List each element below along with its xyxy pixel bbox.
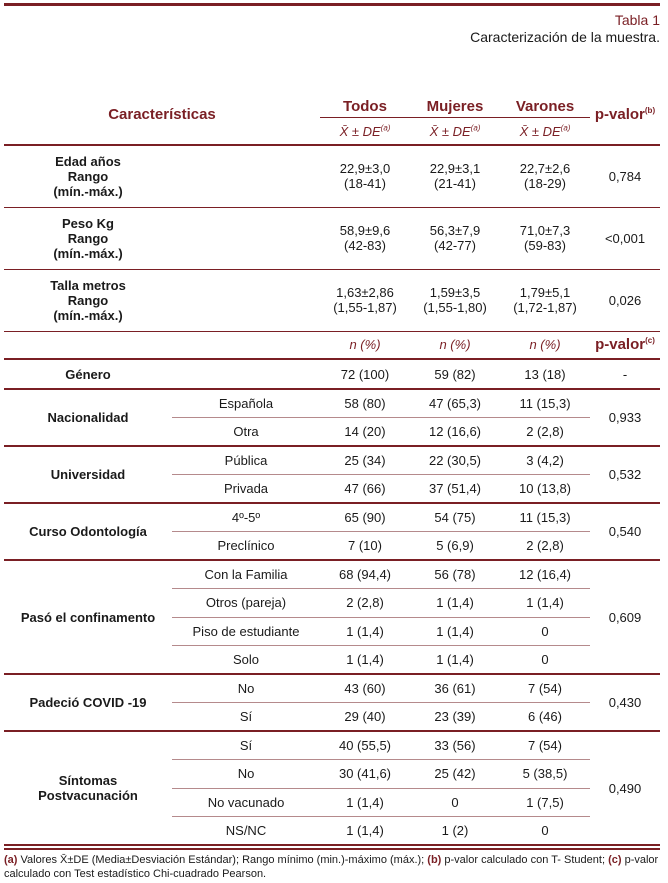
- value: 1,63±2,86: [336, 285, 394, 300]
- p-value: 0,026: [608, 292, 642, 308]
- cell-varones: [500, 503, 590, 532]
- header-pvalor-sup-2: (c): [645, 336, 655, 346]
- value: 25 (34): [344, 453, 386, 468]
- cell-pvalue: [590, 145, 660, 207]
- cell-pvalue: [590, 503, 660, 560]
- category-cell: [172, 475, 320, 504]
- value: 2 (2,8): [346, 595, 384, 611]
- cell-pvalue: [590, 389, 660, 446]
- range: (18-41): [344, 176, 386, 192]
- cell-todos: [320, 446, 410, 475]
- cell-todos: [320, 389, 410, 418]
- value: 7 (54): [528, 738, 562, 753]
- cell-pvalue: [590, 269, 660, 331]
- cell-todos: [320, 760, 410, 789]
- value: 7 (10): [348, 538, 382, 553]
- group-label-cell: [4, 503, 172, 560]
- cell-todos: [320, 788, 410, 817]
- header-mujeres: Mujeres: [426, 98, 484, 115]
- top-rule: [4, 3, 660, 6]
- mean-label: X̄ ± DE: [429, 123, 471, 139]
- empty-cell: [172, 207, 320, 269]
- value: 37 (51,4): [428, 481, 482, 496]
- value: 71,0±7,3: [519, 223, 571, 238]
- header-pvalor-cell: [590, 84, 660, 145]
- value: 1 (1,4): [346, 652, 384, 667]
- header-todos: Todos: [343, 98, 387, 115]
- cell-todos: [320, 703, 410, 732]
- category-label: Otros (pareja): [205, 595, 287, 611]
- cell-varones: [500, 475, 590, 504]
- category-label: 4º-5º: [231, 510, 261, 525]
- npct-label: n (%): [439, 337, 471, 353]
- cell-varones: [500, 145, 590, 207]
- value: 58,9±9,6: [339, 223, 391, 238]
- cell-todos: [320, 475, 410, 504]
- value: 43 (60): [344, 681, 386, 696]
- value: 22 (30,5): [428, 453, 482, 468]
- value: 11 (15,3): [519, 510, 571, 525]
- p-value: 0,532: [608, 467, 642, 482]
- cell-varones: [500, 646, 590, 675]
- category-cell: [172, 389, 320, 418]
- value: 22,7±2,6: [519, 161, 571, 177]
- value: 3 (4,2): [526, 453, 564, 468]
- cell-mujeres: [410, 788, 500, 817]
- mean-label: X̄ ± DE: [339, 123, 381, 139]
- cell-pvalue: [590, 207, 660, 269]
- cell-mujeres: [410, 760, 500, 789]
- cell-varones: [500, 788, 590, 817]
- category-cell: [172, 646, 320, 675]
- value: 14 (20): [344, 424, 386, 439]
- value: 2 (2,8): [526, 424, 564, 439]
- cell-mujeres: [410, 389, 500, 418]
- footnote-c-text: p-valor calculado con Test estadístico Chi-cuadrado Pearson.: [4, 854, 659, 880]
- category-cell: [172, 674, 320, 703]
- cell-mujeres: [410, 418, 500, 447]
- cell-mujeres: [410, 269, 500, 331]
- value: 25 (42): [434, 766, 476, 782]
- category-cell: [172, 788, 320, 817]
- cell-varones: [500, 207, 590, 269]
- cell-mujeres: [410, 646, 500, 675]
- cell-varones: [500, 760, 590, 789]
- header-caracteristicas-cell: [4, 84, 320, 145]
- p-value: 0,430: [608, 695, 642, 710]
- group-label: Curso Odontología: [29, 524, 147, 539]
- empty-cell: [172, 145, 320, 207]
- value: 36 (61): [434, 681, 476, 696]
- cell-todos: [320, 532, 410, 561]
- range: (59-83): [524, 238, 566, 253]
- footnote-a-tag: (a): [4, 854, 18, 866]
- cell-todos: [320, 731, 410, 760]
- range: (1,55-1,87): [333, 300, 397, 315]
- row-label-range: Rango: [67, 168, 109, 184]
- characterization-table: [4, 84, 660, 846]
- cell-varones: [500, 589, 590, 618]
- value: 1 (1,4): [346, 823, 384, 838]
- category-label: No: [237, 766, 255, 782]
- row-label: Peso Kg: [61, 215, 114, 231]
- value: 1 (1,4): [346, 794, 384, 810]
- value: 1 (1,4): [346, 623, 384, 639]
- cell-varones: [500, 674, 590, 703]
- genero-label-cell: [4, 359, 172, 389]
- header-varones: Varones: [515, 98, 575, 115]
- category-cell: [172, 532, 320, 561]
- cell-mujeres: [410, 532, 500, 561]
- value: 1 (2): [441, 823, 469, 838]
- cell-mujeres: [410, 207, 500, 269]
- group-label-cell: [4, 674, 172, 731]
- group-label: Nacionalidad: [47, 410, 129, 425]
- table-caption: [470, 12, 660, 46]
- category-cell: [172, 731, 320, 760]
- header-npct-todos: [320, 331, 410, 359]
- cell-todos: [320, 646, 410, 675]
- cell-todos: [320, 503, 410, 532]
- header-pvalor-cell-2: [590, 331, 660, 359]
- table-footnote: [4, 848, 660, 881]
- value: 58 (80): [344, 396, 386, 411]
- value: 22,9±3,1: [429, 161, 481, 177]
- category-cell: [172, 503, 320, 532]
- cell-pvalue: [590, 446, 660, 503]
- cell-mujeres: [410, 817, 500, 846]
- group-label-cell: [4, 560, 172, 674]
- footnote-b-text: p-valor calculado con T- Student;: [441, 854, 609, 866]
- range: (21-41): [434, 176, 476, 192]
- value: 13 (18): [524, 366, 566, 382]
- category-label: Privada: [223, 481, 269, 496]
- value: 68 (94,4): [338, 567, 392, 582]
- cell-mujeres: [410, 145, 500, 207]
- group-label-cell: [4, 731, 172, 845]
- value: 1,79±5,1: [519, 285, 571, 300]
- group-label-cell: [4, 446, 172, 503]
- row-label-minmax: (mín.-máx.): [53, 245, 123, 261]
- header-pvalor-2: p-valor: [595, 336, 646, 354]
- cell-varones: [500, 389, 590, 418]
- group-label: Padeció COVID -19: [29, 695, 147, 710]
- category-label: Española: [218, 396, 274, 411]
- group-label-cell: [4, 389, 172, 446]
- value: 5 (38,5): [522, 766, 568, 782]
- continuous-label: [4, 145, 172, 207]
- header-varones-cell: [500, 84, 590, 118]
- category-label: Piso de estudiante: [192, 623, 300, 639]
- value: 0: [451, 794, 459, 810]
- p-value: <0,001: [604, 230, 646, 246]
- category-cell: [172, 418, 320, 447]
- value: 1,59±3,5: [429, 285, 481, 300]
- row-label: Edad años: [55, 153, 121, 169]
- cell-mujeres: [410, 446, 500, 475]
- cell-mujeres: [410, 731, 500, 760]
- value: 23 (39): [434, 709, 476, 724]
- continuous-label: [4, 207, 172, 269]
- cell-mujeres: [410, 359, 500, 389]
- value: 1 (1,4): [526, 595, 564, 611]
- cell-varones: [500, 446, 590, 475]
- row-label: Talla metros: [50, 277, 126, 293]
- cell-todos: [320, 418, 410, 447]
- group-label: Universidad: [50, 467, 126, 482]
- footnote-c-tag: (c): [608, 854, 622, 866]
- cell-todos: [320, 207, 410, 269]
- p-value: 0,540: [608, 524, 642, 539]
- group-label: Pasó el confinamento: [20, 609, 156, 625]
- cell-todos: [320, 817, 410, 846]
- category-label: NS/NC: [225, 823, 267, 838]
- p-value: 0,933: [608, 410, 642, 425]
- group-label-line1: Síntomas: [58, 773, 118, 788]
- value: 59 (82): [434, 366, 476, 382]
- cell-varones: [500, 532, 590, 561]
- cell-varones: [500, 817, 590, 846]
- category-cell: [172, 446, 320, 475]
- value: 33 (56): [434, 738, 476, 753]
- cell-pvalue: [590, 674, 660, 731]
- category-cell: [172, 589, 320, 618]
- value: 12 (16,4): [518, 567, 572, 582]
- empty-cell: [172, 269, 320, 331]
- mean-sup: (a): [470, 123, 481, 133]
- value: 10 (13,8): [518, 481, 572, 496]
- cell-varones: [500, 560, 590, 589]
- header-mean-todos: [320, 118, 410, 146]
- value: 1 (1,4): [436, 652, 474, 667]
- value: 47 (66): [344, 481, 386, 496]
- empty-cell: [4, 331, 172, 359]
- header-caracteristicas: Características: [108, 105, 216, 123]
- row-label-minmax: (mín.-máx.): [53, 183, 123, 199]
- category-label: No: [237, 681, 255, 696]
- value: 11 (15,3): [519, 396, 571, 411]
- value: 40 (55,5): [338, 738, 392, 753]
- cell-mujeres: [410, 475, 500, 504]
- cell-varones: [500, 359, 590, 389]
- value: 6 (46): [528, 709, 562, 724]
- category-label: Preclínico: [217, 538, 275, 553]
- value: 0: [541, 623, 549, 639]
- range: (42-77): [434, 238, 476, 253]
- cell-mujeres: [410, 674, 500, 703]
- category-cell: [172, 817, 320, 846]
- category-label: Otra: [233, 424, 259, 439]
- value: 56 (78): [434, 567, 476, 582]
- value: 0: [541, 823, 549, 838]
- genero-label: Género: [65, 366, 111, 382]
- category-cell: [172, 760, 320, 789]
- header-mean-varones: [500, 118, 590, 146]
- empty-cell: [172, 331, 320, 359]
- range: (1,72-1,87): [513, 300, 577, 315]
- category-label: Con la Familia: [204, 567, 288, 582]
- value: 72 (100): [340, 366, 390, 382]
- header-pvalor-sup: (b): [644, 105, 656, 115]
- cell-pvalue: [590, 731, 660, 845]
- category-cell: [172, 703, 320, 732]
- range: (18-29): [524, 176, 566, 192]
- row-label-range: Rango: [67, 292, 109, 308]
- p-value: -: [622, 366, 628, 382]
- group-label-line2: Postvacunación: [38, 788, 138, 803]
- value: 12 (16,6): [428, 424, 482, 439]
- value: 29 (40): [344, 709, 386, 724]
- header-todos-cell: [320, 84, 410, 118]
- p-value: 0,490: [608, 780, 642, 796]
- p-value: 0,784: [608, 168, 642, 184]
- cell-todos: [320, 617, 410, 646]
- cell-varones: [500, 731, 590, 760]
- value: 5 (6,9): [436, 538, 474, 553]
- cell-todos: [320, 269, 410, 331]
- cell-mujeres: [410, 503, 500, 532]
- footnote-a-text: Valores X̄±DE (Media±Desviación Estándar); Rango mínimo (min.)-máximo (máx.);: [17, 854, 428, 866]
- value: 47 (65,3): [428, 396, 482, 411]
- value: 1 (1,4): [436, 623, 474, 639]
- mean-label: X̄ ± DE: [519, 123, 561, 139]
- cell-pvalue: [590, 560, 660, 674]
- value: 7 (54): [528, 681, 562, 696]
- cell-mujeres: [410, 617, 500, 646]
- footnote-b-tag: (b): [427, 854, 442, 866]
- cell-varones: [500, 418, 590, 447]
- value: 56,3±7,9: [429, 223, 481, 238]
- cell-mujeres: [410, 589, 500, 618]
- category-label: Solo: [232, 652, 260, 667]
- value: 54 (75): [434, 510, 476, 525]
- npct-label: n (%): [349, 337, 381, 353]
- cell-varones: [500, 703, 590, 732]
- category-label: Pública: [224, 453, 268, 468]
- header-npct-varones: [500, 331, 590, 359]
- cell-todos: [320, 359, 410, 389]
- row-label-minmax: (mín.-máx.): [53, 307, 123, 323]
- value: 1 (7,5): [526, 794, 564, 810]
- value: 65 (90): [344, 510, 386, 525]
- value: 22,9±3,0: [339, 161, 391, 177]
- cell-mujeres: [410, 703, 500, 732]
- npct-label: n (%): [529, 337, 561, 353]
- cell-todos: [320, 674, 410, 703]
- range: (1,55-1,80): [423, 300, 487, 315]
- cell-todos: [320, 145, 410, 207]
- category-cell: [172, 560, 320, 589]
- cell-pvalue: [590, 359, 660, 389]
- category-label: Sí: [239, 709, 253, 724]
- row-label-range: Rango: [67, 230, 109, 246]
- mean-sup: (a): [380, 123, 391, 133]
- range: (42-83): [344, 238, 386, 253]
- header-pvalor: p-valor: [594, 105, 645, 123]
- cell-todos: [320, 560, 410, 589]
- header-npct-mujeres: [410, 331, 500, 359]
- header-mujeres-cell: [410, 84, 500, 118]
- table-title: Caracterización de la muestra.: [470, 29, 660, 45]
- value: 30 (41,6): [338, 766, 392, 782]
- table-number: Tabla 1: [614, 12, 660, 28]
- category-cell: [172, 617, 320, 646]
- value: 0: [541, 652, 549, 667]
- continuous-label: [4, 269, 172, 331]
- cell-mujeres: [410, 560, 500, 589]
- mean-sup: (a): [560, 123, 571, 133]
- cell-todos: [320, 589, 410, 618]
- category-label: Sí: [239, 738, 253, 753]
- p-value: 0,609: [608, 609, 642, 625]
- value: 2 (2,8): [526, 538, 564, 553]
- header-mean-mujeres: [410, 118, 500, 146]
- category-label: No vacunado: [207, 794, 285, 810]
- empty-cell: [172, 359, 320, 389]
- cell-varones: [500, 617, 590, 646]
- cell-varones: [500, 269, 590, 331]
- value: 1 (1,4): [436, 595, 474, 611]
